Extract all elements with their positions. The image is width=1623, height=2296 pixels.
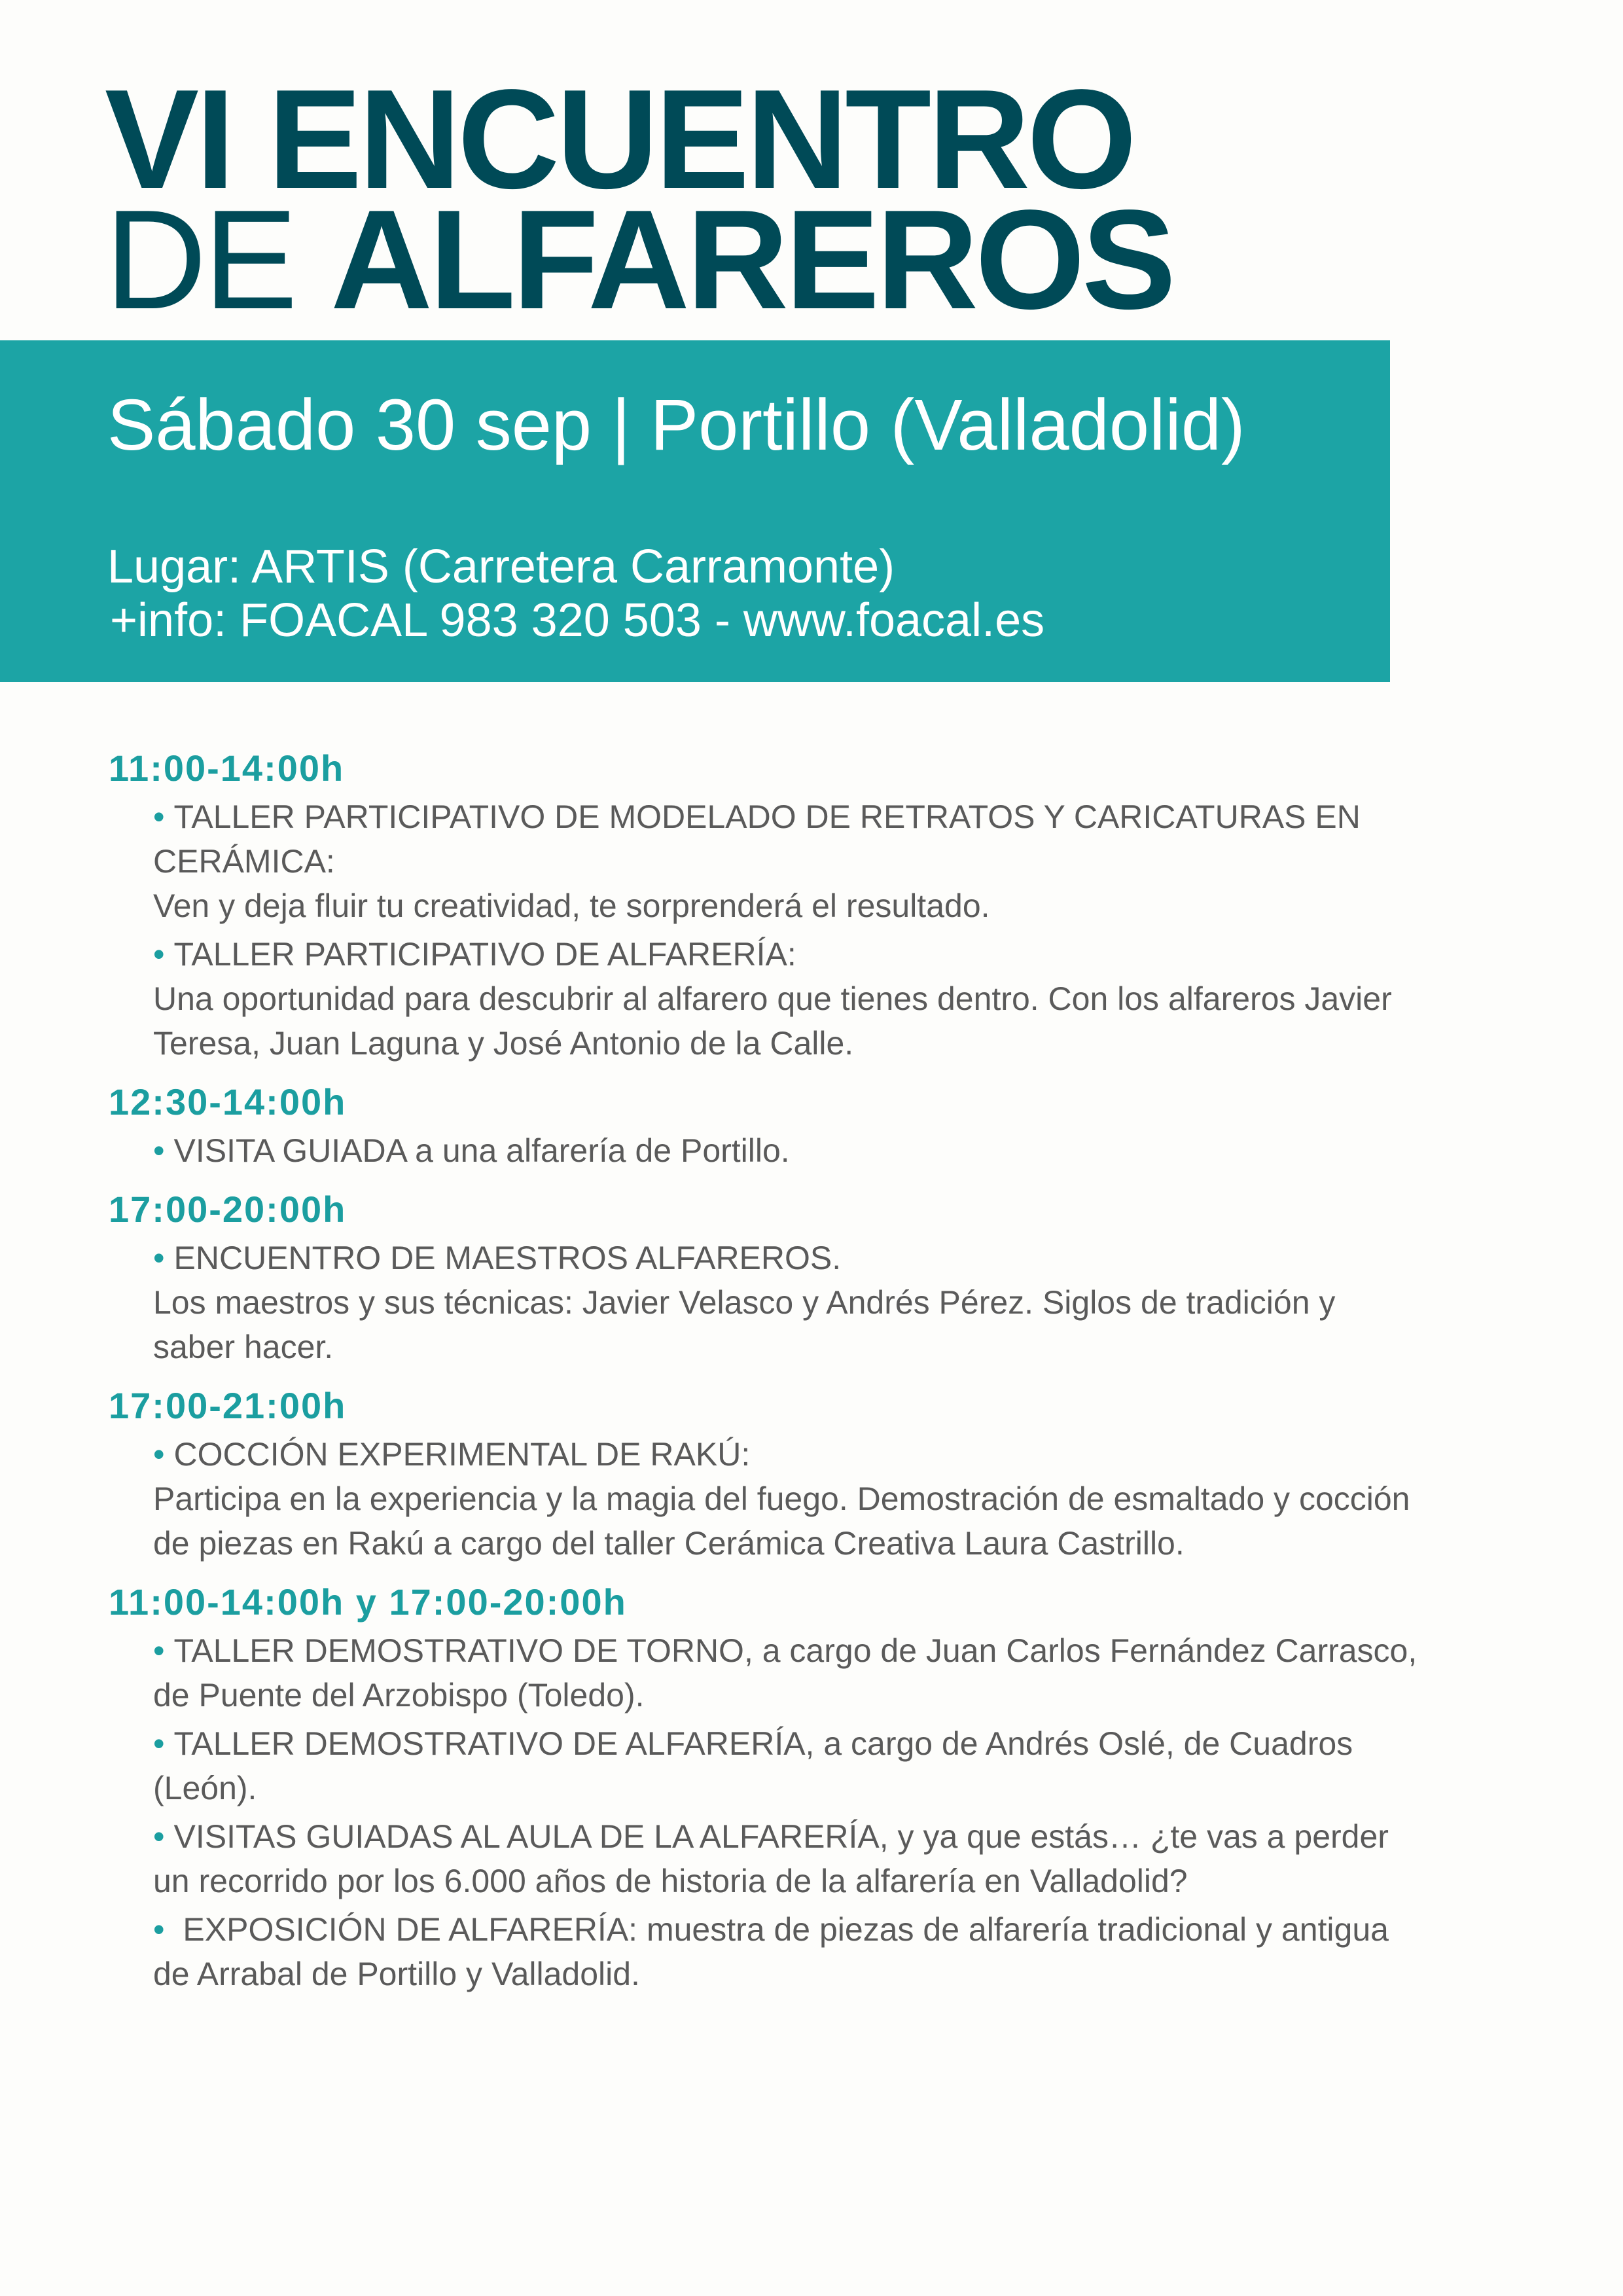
slot-time: 12:30-14:00h: [109, 1081, 347, 1122]
item-heading: ENCUENTRO DE MAESTROS ALFAREROS.: [173, 1240, 842, 1276]
bullet-icon: •: [153, 1436, 165, 1473]
item-heading: VISITAS GUIADAS AL AULA DE LA ALFARERÍA, y ya que estás… ¿te vas a perder un recorrido por los 6.000 años de historia de la alfarería en Valladolid?: [153, 1818, 1389, 1899]
schedule-item: [153, 1814, 1418, 1903]
bullet-icon: •: [153, 1132, 165, 1169]
schedule-item: [153, 795, 1418, 928]
item-heading: COCCIÓN EXPERIMENTAL DE RAKÚ:: [173, 1436, 751, 1473]
event-contact-info: +info: FOACAL 983 320 503 - www.foacal.es: [110, 594, 1045, 647]
schedule-slot: [109, 1080, 1418, 1173]
item-description: Los maestros y sus técnicas: Javier Velasco y Andrés Pérez. Siglos de tradición y saber hacer.: [153, 1284, 1336, 1365]
bullet-icon: •: [153, 1725, 165, 1762]
schedule-item: [153, 1432, 1418, 1566]
item-description: Participa en la experiencia y la magia del fuego. Demostración de esmaltado y cocción de piezas en Rakú a cargo del taller Cerámica Creativa Laura Castrillo.: [153, 1480, 1410, 1562]
schedule-slot: [109, 1187, 1418, 1369]
item-heading: EXPOSICIÓN DE ALFARERÍA: muestra de piezas de alfarería tradicional y antigua de Arrabal de Portillo y Valladolid.: [153, 1911, 1389, 1992]
info-banner: [0, 340, 1390, 682]
item-description: Ven y deja fluir tu creatividad, te sorprenderá el resultado.: [153, 888, 990, 924]
bullet-icon: •: [153, 1240, 165, 1276]
schedule-item: [153, 1236, 1418, 1369]
slot-time: 11:00-14:00h y 17:00-20:00h: [109, 1581, 627, 1623]
bullet-icon: •: [153, 1632, 165, 1669]
bullet-icon: •: [153, 936, 165, 973]
slot-time: 11:00-14:00h: [109, 747, 345, 789]
schedule-item: [153, 1628, 1418, 1717]
item-description: Una oportunidad para descubrir al alfarero que tienes dentro. Con los alfareros Javier Teresa, Juan Laguna y José Antonio de la Calle.: [153, 980, 1392, 1062]
bullet-icon: •: [153, 798, 165, 835]
item-heading: TALLER DEMOSTRATIVO DE TORNO, a cargo de Juan Carlos Fernández Carrasco, de Puente del Arzobispo (Toledo).: [153, 1632, 1418, 1713]
slot-time: 17:00-20:00h: [109, 1189, 347, 1230]
title-line-2: [105, 180, 1173, 338]
schedule-slot: [109, 746, 1418, 1066]
title-line-1: VI ENCUENTRO: [105, 60, 1134, 218]
event-title: [105, 60, 1173, 338]
item-heading: TALLER DEMOSTRATIVO DE ALFARERÍA, a cargo de Andrés Oslé, de Cuadros (León).: [153, 1725, 1353, 1806]
item-heading: TALLER PARTICIPATIVO DE ALFARERÍA:: [173, 936, 796, 973]
item-heading: TALLER PARTICIPATIVO DE MODELADO DE RETRATOS Y CARICATURAS EN CERÁMICA:: [153, 798, 1361, 880]
schedule-slot: [109, 1384, 1418, 1566]
schedule-item: [153, 1721, 1418, 1810]
schedule-item: [153, 1907, 1418, 1996]
item-heading: VISITA GUIADA a una alfarería de Portillo.: [173, 1132, 790, 1169]
schedule-slot: [109, 1580, 1418, 1996]
slot-time: 17:00-21:00h: [109, 1385, 347, 1426]
schedule-item: [153, 932, 1418, 1066]
bullet-icon: •: [153, 1818, 165, 1855]
bullet-icon: •: [153, 1911, 165, 1948]
schedule-item: [153, 1128, 1418, 1173]
title-line-2-light: DE: [105, 180, 295, 338]
program-schedule: [109, 746, 1418, 2011]
title-line-2-bold: ALFAREROS: [330, 180, 1173, 338]
event-venue: Lugar: ARTIS (Carretera Carramonte): [107, 541, 895, 593]
event-date-location: Sábado 30 sep | Portillo (Valladolid): [107, 385, 1245, 465]
